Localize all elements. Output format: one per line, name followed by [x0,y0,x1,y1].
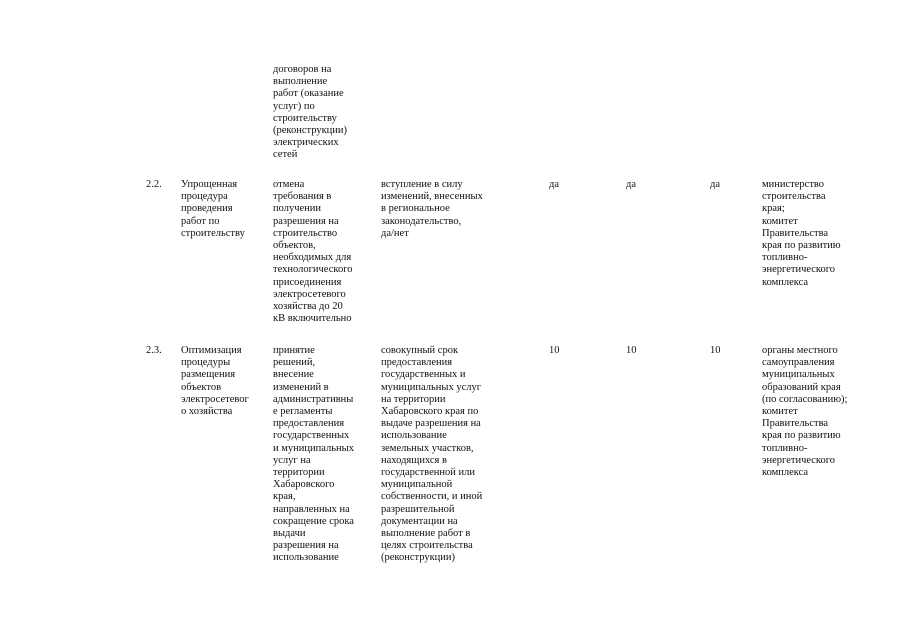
row-value-1: да [549,179,560,190]
row-value-3: 10 [710,345,721,356]
row-activity: договоров на выполнение работ (оказание услуг) по строительству (реконструкции) электрических сетей [273,64,348,161]
row-indicator: совокупный срок предоставления государственных и муниципальных услуг на территории Хабаровского края по выдаче разрешения на использование земельных участков, находящихся в государственной или муниципальной собственности, и иной разрешительной документации на выполнение работ в целях строительства (реконструкции) [381,345,483,564]
row-activity: отмена требования в получении разрешения на строительство объектов, необходимых для технологического присоединения электросетевого хозяйства до 20 кВ включительно [273,179,353,325]
row-name: Оптимизация процедуры размещения объектов электросетевог о хозяйства [181,345,249,418]
row-responsible: министерство строительства края; комитет Правительства края по развитию топливно- энергетического комплекса [762,179,841,288]
row-value-2: да [626,179,637,190]
row-activity: принятие решений, внесение изменений в административны е регламенты предоставления государственных и муниципальных услуг на территории Хабаровского края, направленных на сокращение срока выдачи разрешения на использование [273,345,354,564]
row-indicator: вступление в силу изменений, внесенных в региональное законодательство, да/нет [381,179,483,239]
row-name: Упрощенная процедура проведения работ по строительству [181,179,245,239]
row-responsible: органы местного самоуправления муниципальных образований края (по согласованию); комитет Правительства края по развитию топливно- энергетического комплекса [762,345,848,479]
row-value-2: 10 [626,345,637,356]
row-number: 2.2. [146,179,162,190]
row-number: 2.3. [146,345,162,356]
row-value-1: 10 [549,345,560,356]
row-value-3: да [710,179,721,190]
